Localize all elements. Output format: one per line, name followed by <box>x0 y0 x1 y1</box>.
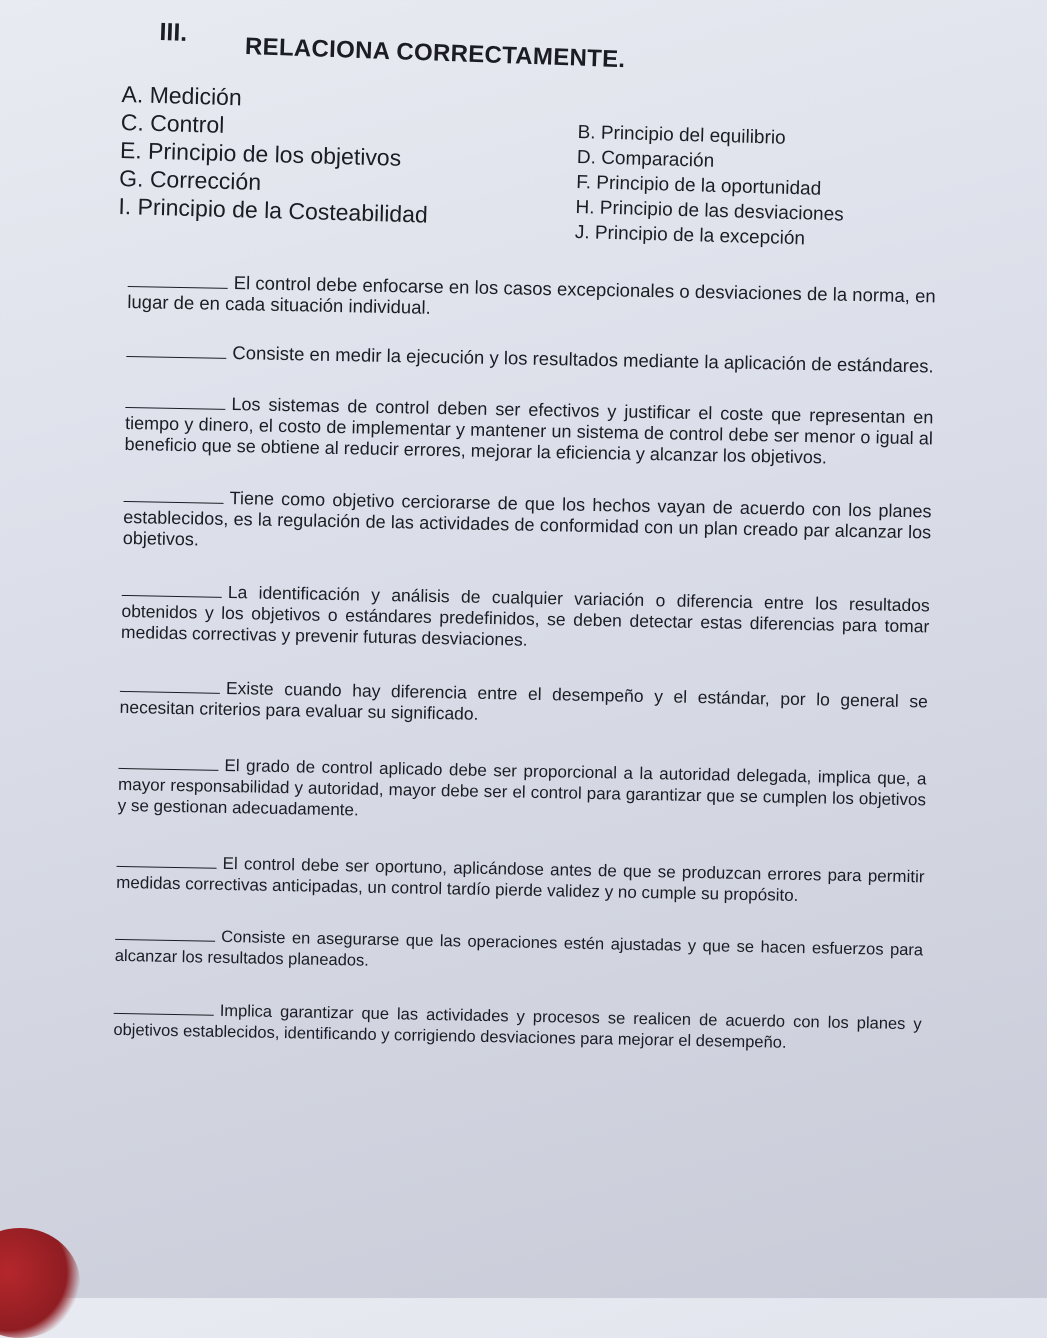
statement-text: Los sistemas de control deben ser efectivos y justificar el coste que representan en tiempo y dinero, el costo de implementar y mantener un sistema de control debe ser menor o igual al beneficio que se obtiene al reducir errores, mejorar la eficiencia y alcanzar los objetivos. <box>124 394 934 468</box>
answer-blank[interactable] <box>117 850 217 869</box>
background-object-corner <box>0 1228 80 1338</box>
statement-text: Existe cuando hay diferencia entre el desempeño y el estándar, por lo general se necesitan criterios para evaluar su significado. <box>119 677 929 724</box>
statement-item <box>115 923 924 983</box>
option-c: C. Control <box>120 108 225 138</box>
option-b: B. Principio del equilibrio <box>577 121 786 149</box>
option-h: H. Principio de las desviaciones <box>575 196 844 226</box>
option-f: F. Principio de la oportunidad <box>575 171 822 200</box>
answer-blank[interactable] <box>122 579 222 598</box>
statement-text: Consiste en asegurarse que las operaciones estén ajustadas y que se hacen esfuerzos para alcanzar los resultados planeados. <box>114 927 924 970</box>
option-a: A. Medición <box>121 80 243 111</box>
answer-blank[interactable] <box>118 752 218 771</box>
option-i: I. Principio de la Costeabilidad <box>118 192 429 228</box>
answer-blank[interactable] <box>120 675 220 694</box>
statement-item <box>118 752 927 831</box>
option-j: J. Principio de la excepción <box>574 221 806 250</box>
statement-text: El control debe ser oportuno, aplicándose antes de que se produzcan errores para permitir medidas correctivas anticipadas, un control tardío pierde validez y no cumple su propósito. <box>116 853 925 905</box>
section-header <box>159 18 626 74</box>
statement-item <box>126 340 934 377</box>
statement-text: La identificación y análisis de cualquier variación o diferencia entre los resultados obtenidos y los objetivos o estándares predefinidos, se deben detectar estas diferencias para tomar medidas correctivas y prevenir futuras desviaciones. <box>120 581 930 650</box>
statement-item <box>123 485 932 564</box>
answer-blank[interactable] <box>128 270 228 289</box>
section-number: III. <box>159 18 188 47</box>
statement-text: El control debe enfocarse en los casos excepcionales o desviaciones de la norma, en lugar de en cada situación individual. <box>127 272 936 318</box>
option-g: G. Corrección <box>118 164 262 195</box>
statement-item <box>116 850 925 909</box>
statement-item <box>119 675 928 734</box>
statement-item <box>124 391 933 470</box>
statement-item <box>121 579 930 658</box>
statement-item <box>127 270 936 328</box>
statement-item <box>113 997 922 1057</box>
answer-blank[interactable] <box>126 340 226 359</box>
answer-blank[interactable] <box>114 997 214 1016</box>
options-right-column <box>575 120 847 252</box>
answer-blank[interactable] <box>124 485 224 504</box>
statement-text: Implica garantizar que las actividades y procesos se realicen de acuerdo con los planes y objetivos establecidos, identificando y corrigiendo desviaciones para mejorar el desempeño. <box>113 1001 922 1052</box>
statement-text: Consiste en medir la ejecución y los resultados mediante la aplicación de estándares. <box>232 342 934 377</box>
option-e: E. Principio de los objetivos <box>119 136 402 171</box>
statement-text: Tiene como objetivo cerciorarse de que los hechos vayan de acuerdo con los planes establecidos, es la regulación de las actividades de conformidad con un plan creado par alcanzar los objetivos. <box>122 487 932 550</box>
answer-blank[interactable] <box>115 923 215 942</box>
statement-text: El grado de control aplicado debe ser proporcional a la autoridad delegada, implica que, a mayor responsabilidad y autoridad, mayor debe ser el control para garantizar que se cumplen los objetivos y se gestionan adecuadamente. <box>117 755 927 820</box>
section-title: RELACIONA CORRECTAMENTE. <box>244 32 626 74</box>
option-d: D. Comparación <box>576 146 715 172</box>
answer-blank[interactable] <box>125 391 225 410</box>
statements-list <box>113 270 936 1056</box>
options-left-column <box>118 80 431 229</box>
